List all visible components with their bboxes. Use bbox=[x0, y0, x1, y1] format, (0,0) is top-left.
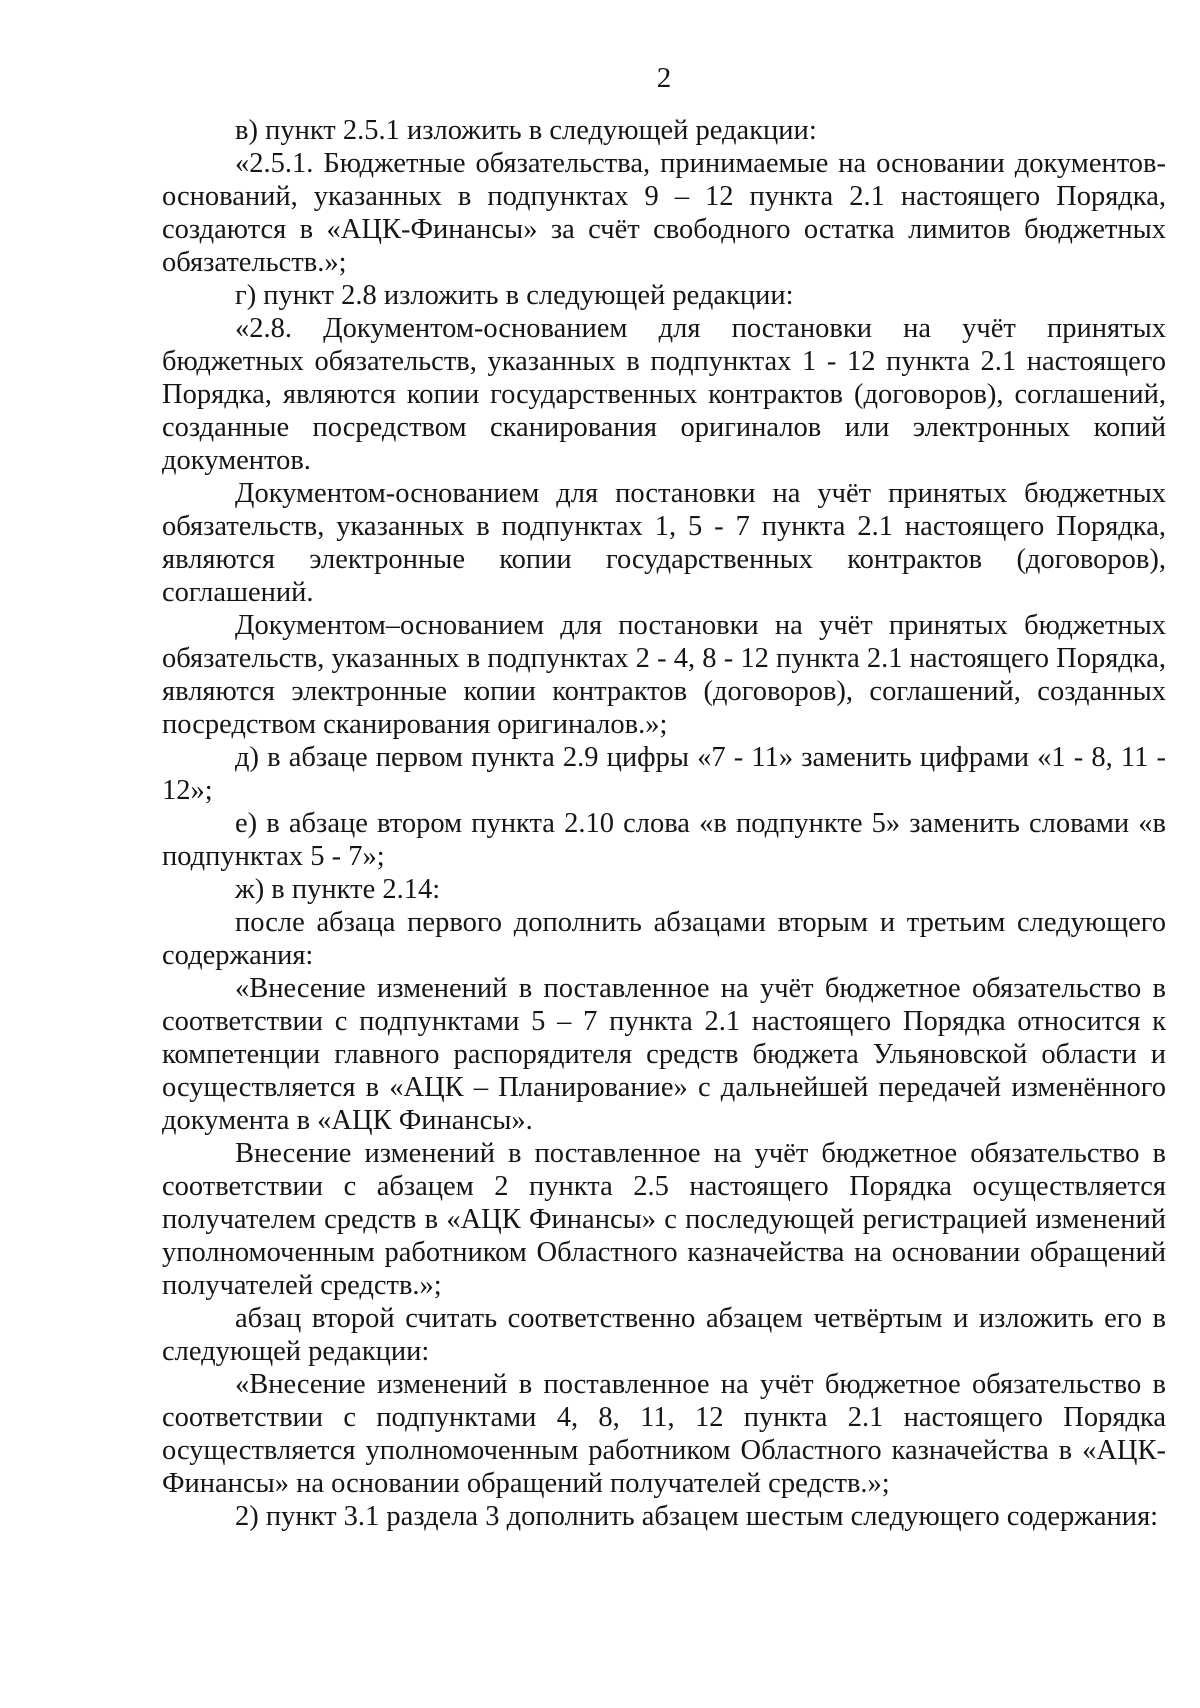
paragraph-amendment-e: е) в абзаце втором пункта 2.10 слова «в подпункте 5» заменить словами «в подпунктах 5 - 7»; bbox=[162, 808, 1166, 872]
paragraph-after-first: после абзаца первого дополнить абзацами вторым и третьим следующего содержания: bbox=[162, 907, 1166, 971]
paragraph-amendment-v: в) пункт 2.5.1 изложить в следующей редакции: bbox=[235, 115, 817, 146]
paragraph-clause-2-8-second: Документом-основанием для постановки на учёт принятых бюджетных обязательств, указанных в подпунктах 1, 5 - 7 пункта 2.1 настоящего Порядка, являются электронные копии государственных контрактов (договоров), соглашений. bbox=[162, 478, 1166, 608]
document-page bbox=[162, 56, 1166, 1533]
paragraph-clause-2-8-third: Документом–основанием для постановки на учёт принятых бюджетных обязательств, указанных в подпунктах 2 - 4, 8 - 12 пункта 2.1 настоящего Порядка, являются электронные копии контрактов (договоров), соглашений, созданных посредством сканирования оригиналов.»; bbox=[162, 610, 1166, 740]
paragraph-second-as-fourth: абзац второй считать соответственно абзацем четвёртым и изложить его в следующей редакции: bbox=[162, 1303, 1166, 1367]
paragraph-item-2: 2) пункт 3.1 раздела 3 дополнить абзацем шестым следующего содержания: bbox=[235, 1501, 1159, 1532]
paragraph-amendment-g: г) пункт 2.8 изложить в следующей редакции: bbox=[235, 280, 794, 311]
paragraph-amendment-d: д) в абзаце первом пункта 2.9 цифры «7 - 11» заменить цифрами «1 - 8, 11 - 12»; bbox=[162, 742, 1166, 806]
paragraph-quote-changes-2: Внесение изменений в поставленное на учёт бюджетное обязательство в соответствии с абзацем 2 пункта 2.5 настоящего Порядка осуществляется получателем средств в «АЦК Финансы» с последующей регистрацией изменений уполномоченным работником Областного казначейства на основании обращений получателей средств.»; bbox=[162, 1138, 1166, 1301]
paragraph-quote-changes-3: «Внесение изменений в поставленное на учёт бюджетное обязательство в соответствии с подпунктами 4, 8, 11, 12 пункта 2.1 настоящего Порядка осуществляется уполномоченным работником Областного казначейства в «АЦК-Финансы» на основании обращений получателей средств.»; bbox=[162, 1369, 1166, 1499]
page-number: 2 bbox=[656, 62, 672, 94]
paragraph-clause-2-8: «2.8. Документом-основанием для постановки на учёт принятых бюджетных обязательств, указанных в подпунктах 1 - 12 пункта 2.1 настоящего Порядка, являются копии государственных контрактов (договоров), соглашений, созданные посредством сканирования оригиналов или электронных копий документов. bbox=[162, 313, 1166, 476]
paragraph-clause-2-5-1: «2.5.1. Бюджетные обязательства, принимаемые на основании документов-оснований, указанных в подпунктах 9 – 12 пункта 2.1 настоящего Порядка, создаются в «АЦК-Финансы» за счёт свободного остатка лимитов бюджетных обязательств.»; bbox=[162, 148, 1166, 278]
paragraph-quote-changes-1: «Внесение изменений в поставленное на учёт бюджетное обязательство в соответствии с подпунктами 5 – 7 пункта 2.1 настоящего Порядка относится к компетенции главного распорядителя средств бюджета Ульяновской области и осуществляется в «АЦК – Планирование» с дальнейшей передачей изменённого документа в «АЦК Финансы». bbox=[162, 973, 1166, 1136]
paragraph-amendment-zh: ж) в пункте 2.14: bbox=[235, 874, 441, 905]
